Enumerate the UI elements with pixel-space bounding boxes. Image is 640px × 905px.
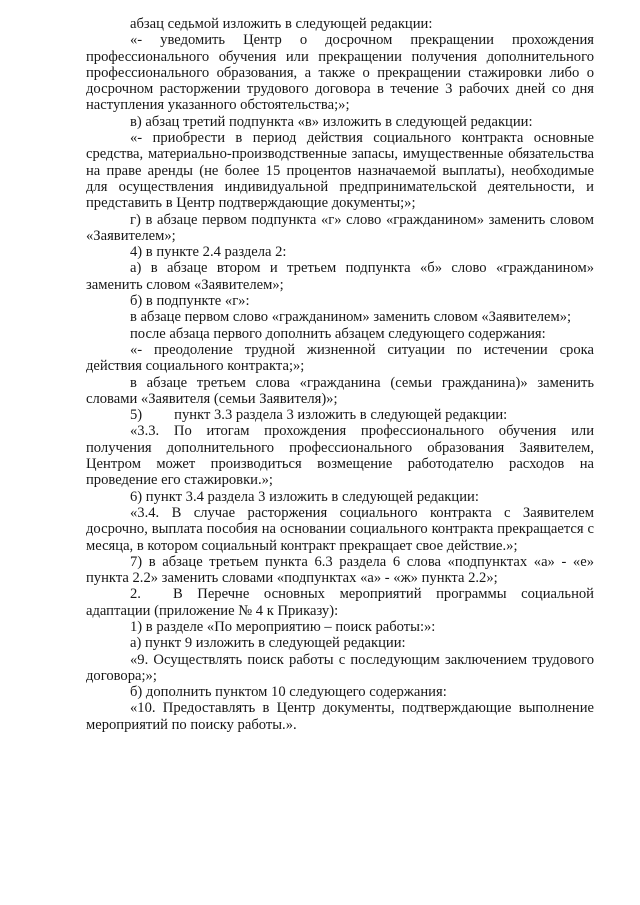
item-text: В Перечне основных мероприятий программы социальной адаптации (приложение № 4 к Приказу):: [86, 586, 594, 619]
document-page: [86, 16, 594, 733]
paragraph: г) в абзаце первом подпункта «г» слово «гражданином» заменить словом «Заявителем»;: [86, 211, 594, 244]
paragraph: «3.3. По итогам прохождения профессионального обучения или получения дополнительного профессионального образования Заявителем, Центром может производиться возмещение работодателю расходов на проведение его стажировки.»;: [86, 423, 594, 489]
paragraph: б) дополнить пунктом 10 следующего содержания:: [130, 684, 447, 701]
paragraph: в абзаце третьем слова «гражданина (семьи гражданина)» заменить словами «Заявителя (семьи Заявителя)»;: [86, 374, 594, 407]
paragraph: «10. Предоставлять в Центр документы, подтверждающие выполнение мероприятий по поиску работы.».: [86, 700, 594, 733]
paragraph: в) абзац третий подпункта «в» изложить в следующей редакции:: [130, 113, 533, 130]
paragraph: [86, 407, 594, 423]
paragraph: [86, 586, 594, 619]
paragraph: 6) пункт 3.4 раздела 3 изложить в следующей редакции:: [130, 488, 479, 505]
paragraph: в абзаце первом слово «гражданином» заменить словом «Заявителем»;: [130, 309, 572, 326]
paragraph: б) в подпункте «г»:: [130, 293, 250, 310]
item-number: 2.: [130, 586, 141, 603]
paragraph: 4) в пункте 2.4 раздела 2:: [130, 244, 287, 261]
paragraph: а) в абзаце втором и третьем подпункта «б» слово «гражданином» заменить словом «Заявителем»;: [86, 260, 594, 293]
item-number: 5): [130, 407, 143, 424]
paragraph: «- приобрести в период действия социального контракта основные средства, материально-производственные запасы, имущественные обязательства на праве аренды (не более 15 процентов назначаемой выплаты), необходимые для осуществления индивидуальной предпринимательской деятельности, и представить в Центр подтверждающие документы;»;: [86, 130, 594, 212]
paragraph: 1) в разделе «По мероприятию – поиск работы:»:: [130, 618, 436, 635]
paragraph: абзац седьмой изложить в следующей редакции:: [130, 16, 433, 32]
item-text: пункт 3.3 раздела 3 изложить в следующей редакции:: [174, 407, 508, 424]
paragraph: «9. Осуществлять поиск работы с последующим заключением трудового договора;»;: [86, 651, 594, 684]
paragraph: «- преодоление трудной жизненной ситуации по истечении срока действия социального контракта;»;: [86, 341, 594, 375]
paragraph: а) пункт 9 изложить в следующей редакции:: [130, 635, 406, 652]
paragraph: «3.4. В случае расторжения социального контракта с Заявителем досрочно, выплата пособия на основании социального контракта прекращается с месяца, в котором социальный контракт прекращает свое действие.»;: [86, 504, 594, 554]
paragraph: 7) в абзаце третьем пункта 6.3 раздела 6 слова «подпунктах «а» - «е» пункта 2.2» заменить словами «подпунктах «а» - «ж» пункта 2.2»;: [86, 553, 594, 587]
paragraph: «- уведомить Центр о досрочном прекращении прохождения профессионального обучения или прекращении получения дополнительного профессионального образования, а также о прекращении стажировки либо о досрочном расторжении трудового договора в течение 3 рабочих дней со дня наступления указанного обстоятельства;»;: [86, 32, 594, 114]
paragraph: после абзаца первого дополнить абзацем следующего содержания:: [130, 325, 546, 342]
